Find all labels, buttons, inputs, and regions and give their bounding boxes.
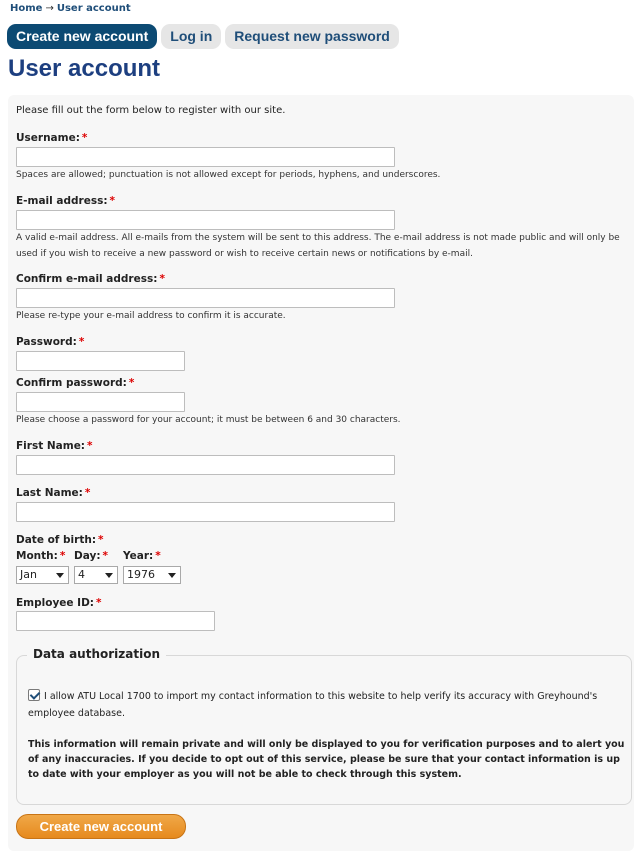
tab-request-new-password[interactable]: Request new password [225, 24, 399, 49]
username-description: Spaces are allowed; punctuation is not allowed except for periods, hyphens, and underscores. [16, 170, 441, 180]
page-title: User account [8, 55, 161, 82]
required-mark: * [87, 440, 93, 452]
dob-month-select[interactable]: Jan [16, 566, 69, 584]
dob-month-label: Month: * [16, 550, 66, 562]
required-mark: * [98, 534, 104, 546]
email-description: A valid e-mail address. All e-mails from the system will be sent to this address. The e-mail address is not made public and will only be used if you wish to receive a new password or wish to receive certain news or notifications by e-mail. [16, 233, 620, 259]
required-mark: * [159, 273, 165, 285]
confirm-email-description: Please re-type your e-mail address to confirm it is accurate. [16, 311, 286, 321]
tab-log-in[interactable]: Log in [161, 24, 221, 49]
first-name-label: First Name: * [16, 440, 93, 452]
tab-create-new-account[interactable]: Create new account [7, 24, 157, 49]
required-mark: * [102, 550, 109, 562]
password-description: Please choose a password for your account; it must be between 6 and 30 characters. [16, 415, 401, 425]
data-authorization-fieldset [16, 647, 632, 805]
employee-id-label: Employee ID: * [16, 597, 102, 609]
confirm-password-label: Confirm password: * [16, 377, 135, 389]
required-mark: * [128, 377, 135, 389]
required-mark: * [155, 550, 161, 562]
username-input[interactable] [16, 147, 395, 167]
required-mark: * [84, 487, 91, 499]
chevron-down-icon [168, 573, 176, 578]
dob-year-select[interactable]: 1976 [123, 566, 181, 584]
employee-id-input[interactable] [16, 611, 215, 631]
breadcrumb [10, 3, 131, 14]
checkmark-icon [30, 689, 41, 700]
confirm-email-label: Confirm e-mail address: * [16, 273, 165, 285]
breadcrumb-current-link[interactable]: User account [56, 3, 131, 14]
confirm-email-input[interactable] [16, 288, 395, 308]
last-name-input[interactable] [16, 502, 395, 522]
account-tabs [7, 24, 399, 49]
chevron-down-icon [105, 573, 113, 578]
privacy-note: This information will remain private and will only be displayed to you for verification purposes and to alert you of any inaccuracies. If you decide to opt out of this service, please be sure that your contact information is up to date with your employer as you will not be able to check through this system. [28, 739, 625, 780]
email-input[interactable] [16, 210, 395, 230]
first-name-input[interactable] [16, 455, 395, 475]
breadcrumb-home-link[interactable]: Home [10, 3, 43, 14]
required-mark: * [109, 195, 116, 207]
consent-text: I allow ATU Local 1700 to import my contact information to this website to help verify its accuracy with Greyhound's employee database. [28, 691, 598, 719]
last-name-label: Last Name: * [16, 487, 91, 499]
dob-label: Date of birth: * [16, 534, 104, 546]
breadcrumb-separator: → [45, 3, 54, 14]
dob-year-label: Year: * [123, 550, 161, 562]
required-mark: * [81, 132, 88, 144]
confirm-password-input[interactable] [16, 392, 185, 412]
email-label: E-mail address: * [16, 195, 116, 207]
chevron-down-icon [56, 573, 64, 578]
password-input[interactable] [16, 351, 185, 371]
data-authorization-legend: Data authorization [27, 647, 166, 661]
create-account-submit-button[interactable]: Create new account [16, 814, 186, 839]
required-mark: * [96, 597, 102, 609]
registration-form [8, 95, 634, 851]
required-mark: * [59, 550, 66, 562]
required-mark: * [78, 336, 85, 348]
dob-day-label: Day: * [74, 550, 109, 562]
username-label: Username: * [16, 132, 88, 144]
form-intro: Please fill out the form below to register with our site. [16, 105, 286, 116]
consent-checkbox[interactable] [28, 689, 40, 701]
password-label: Password: * [16, 336, 85, 348]
dob-day-select[interactable]: 4 [74, 566, 118, 584]
